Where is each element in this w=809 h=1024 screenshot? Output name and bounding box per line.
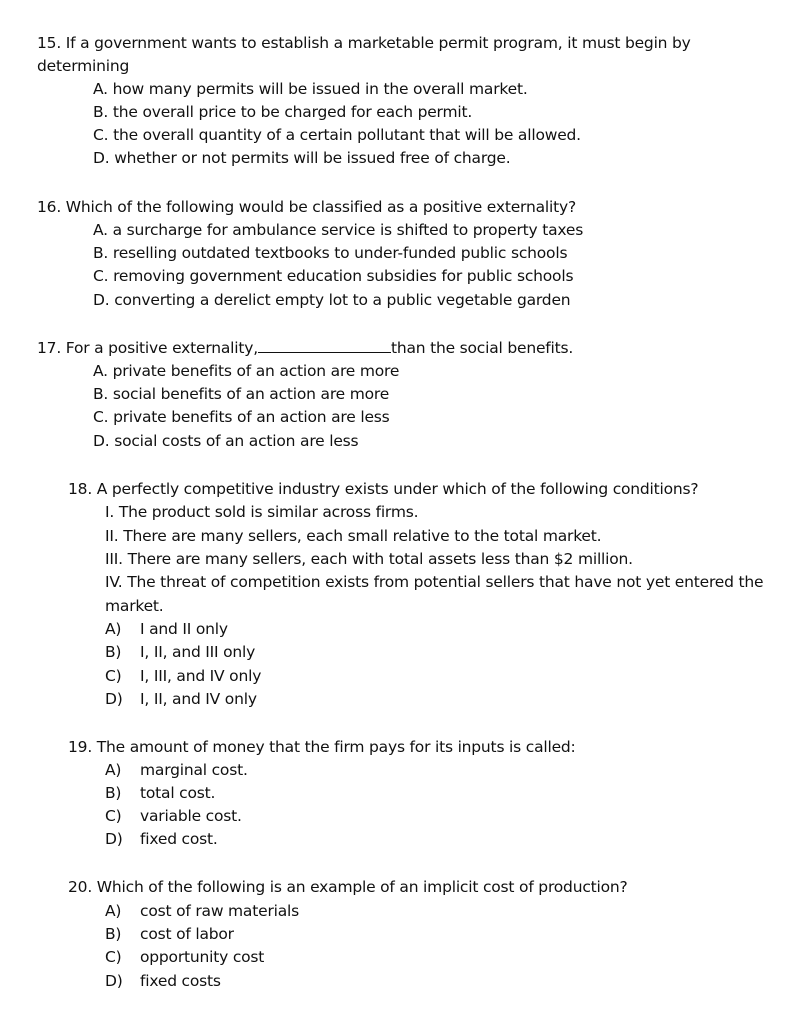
- q16-option-b: B. reselling outdated textbooks to under-funded public schools: [93, 244, 568, 262]
- q18-option-c-text: I, III, and IV only: [140, 667, 262, 685]
- q18-option-a-text: I and II only: [140, 620, 228, 638]
- q18-statement-1: I. The product sold is similar across firms.: [105, 503, 419, 521]
- q16-option-d: D. converting a derelict empty lot to a public vegetable garden: [93, 291, 571, 309]
- q17-option-d: D. social costs of an action are less: [93, 432, 359, 450]
- q17-stem-after: than the social benefits.: [390, 339, 574, 357]
- q15-stem-line-2: determining: [37, 57, 130, 75]
- q20-stem: 20. Which of the following is an example of an implicit cost of production?: [68, 878, 628, 896]
- q18-stem: 18. A perfectly competitive industry exists under which of the following conditions?: [68, 480, 699, 498]
- q19-option-a: [105, 760, 248, 780]
- q20-option-c-text: opportunity cost: [140, 948, 265, 966]
- q16-option-c: C. removing government education subsidies for public schools: [93, 267, 574, 285]
- q17-option-a: A. private benefits of an action are more: [93, 362, 400, 380]
- q20-option-c-letter: C): [105, 948, 122, 966]
- q20-option-b-text: cost of labor: [140, 925, 234, 943]
- q20-option-b-letter: B): [105, 925, 122, 943]
- q18-statement-2: II. There are many sellers, each small relative to the total market.: [105, 527, 602, 545]
- q19-option-d-letter: D): [105, 830, 123, 848]
- q18-statement-4-cont: market.: [105, 597, 164, 615]
- q20-option-c: [105, 947, 264, 967]
- q17-stem: [37, 338, 573, 358]
- q18-option-a-letter: A): [105, 620, 122, 638]
- q20-option-d-letter: D): [105, 972, 123, 990]
- q18-statement-3: III. There are many sellers, each with total assets less than $2 million.: [105, 550, 633, 568]
- q19-option-d: [105, 829, 218, 849]
- q17-fill-blank: [258, 338, 391, 353]
- q18-statement-4: IV. The threat of competition exists from potential sellers that have not yet entered the: [105, 573, 764, 591]
- q15-option-c: C. the overall quantity of a certain pollutant that will be allowed.: [93, 126, 581, 144]
- q18-option-d-text: I, II, and IV only: [140, 690, 257, 708]
- q20-option-b: [105, 924, 234, 944]
- q19-option-c: [105, 806, 242, 826]
- q20-option-a-letter: A): [105, 902, 122, 920]
- q15-stem-line-1: 15. If a government wants to establish a marketable permit program, it must begin by: [37, 34, 691, 52]
- q18-option-c-letter: C): [105, 667, 122, 685]
- q18-option-a: [105, 619, 228, 639]
- q18-option-b-letter: B): [105, 643, 122, 661]
- q19-option-a-letter: A): [105, 761, 122, 779]
- q17-stem-before: 17. For a positive externality,: [37, 339, 258, 357]
- q20-option-d-text: fixed costs: [140, 972, 221, 990]
- q20-option-d: [105, 971, 221, 991]
- q18-option-b-text: I, II, and III only: [140, 643, 256, 661]
- q19-stem: 19. The amount of money that the firm pays for its inputs is called:: [68, 738, 576, 756]
- q18-option-c: [105, 666, 261, 686]
- q15-option-d: D. whether or not permits will be issued free of charge.: [93, 149, 511, 167]
- q19-option-c-letter: C): [105, 807, 122, 825]
- q19-option-b-text: total cost.: [140, 784, 216, 802]
- q17-option-b: B. social benefits of an action are more: [93, 385, 390, 403]
- q18-option-d: [105, 689, 257, 709]
- q19-option-a-text: marginal cost.: [140, 761, 248, 779]
- q19-option-b-letter: B): [105, 784, 122, 802]
- q15-option-a: A. how many permits will be issued in the overall market.: [93, 80, 528, 98]
- q19-option-c-text: variable cost.: [140, 807, 242, 825]
- q20-option-a: [105, 901, 299, 921]
- q18-option-b: [105, 642, 255, 662]
- q17-option-c: C. private benefits of an action are less: [93, 408, 390, 426]
- q16-option-a: A. a surcharge for ambulance service is shifted to property taxes: [93, 221, 584, 239]
- q19-option-b: [105, 783, 215, 803]
- q18-option-d-letter: D): [105, 690, 123, 708]
- q19-option-d-text: fixed cost.: [140, 830, 218, 848]
- q20-option-a-text: cost of raw materials: [140, 902, 299, 920]
- q15-option-b: B. the overall price to be charged for each permit.: [93, 103, 473, 121]
- q16-stem: 16. Which of the following would be classified as a positive externality?: [37, 198, 576, 216]
